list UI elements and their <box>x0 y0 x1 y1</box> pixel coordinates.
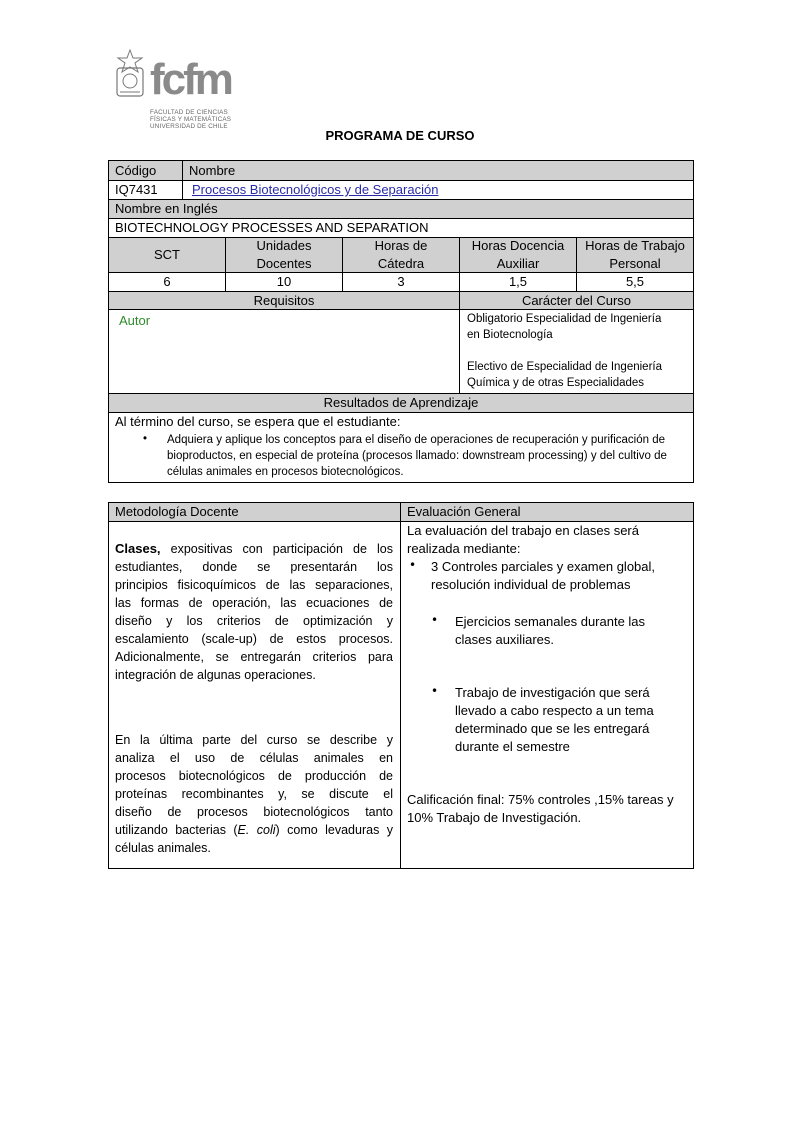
name-header: Nombre <box>189 163 236 178</box>
university-seal-logo <box>112 48 148 100</box>
units-header: Unidades Docentes <box>256 238 312 271</box>
sct-header: SCT <box>154 247 180 262</box>
outcomes-intro: Al término del curso, se espera que el estudiante: <box>115 414 401 429</box>
outcomes-header: Resultados de Aprendizaje <box>323 395 479 410</box>
course-info-table <box>108 160 694 483</box>
personal-header: Horas de Trabajo Personal <box>585 238 685 271</box>
code-header: Código <box>115 163 157 178</box>
methodology-paragraph-1: Clases, expositivas con participación de los estudiantes, donde se presentarán los principios fisicoquímicos de las separaciones, las formas de operación, las ecuaciones de diseño y los criterios de optimización y escalamiento (scale-up) de estos procesos. Adicionalmente, se entregarán criterios para integración de algunas operaciones. <box>115 541 393 682</box>
sct-value: 6 <box>163 274 171 289</box>
eval-item-2: Ejercicios semanales durante las clases auxiliares. <box>455 614 646 647</box>
eval-item-3: Trabajo de investigación que será llevado a cabo respecto a un tema determinado que se les entregará durante el semestre <box>455 685 654 754</box>
outcome-bullet-icon: • <box>143 433 148 445</box>
eval-bullet-icon: • <box>431 684 439 698</box>
course-character: Obligatorio Especialidad de Ingeniería en Biotecnología Electivo de Especialidad de Ingeniería Química y de otras Especialidades <box>467 313 662 389</box>
final-grade: Calificación final: 75% controles ,15% tareas y 10% Trabajo de Investigación. <box>407 792 674 825</box>
requisites-header: Requisitos <box>253 293 315 308</box>
units-value: 10 <box>276 274 292 289</box>
methodology-evaluation-table <box>108 502 694 869</box>
english-name-header: Nombre en Inglés <box>115 201 218 216</box>
document-title: PROGRAMA DE CURSO <box>325 128 475 143</box>
eval-item-1: 3 Controles parciales y examen global, resolución individual de problemas <box>431 559 656 592</box>
hours-value: 3 <box>397 274 405 289</box>
personal-value: 5,5 <box>625 274 645 289</box>
requisites-value: Autor <box>119 313 151 328</box>
outcome-item: Adquiera y aplique los conceptos para el diseño de operaciones de recuperación y purificación de bioproductos, en especial de proteína (procesos llamado: downstream processing) y del cultivo de células animales en procesos biotecnológicos. <box>167 434 667 478</box>
character-header: Carácter del Curso <box>521 293 632 308</box>
fcfm-logo-text: fcfm <box>150 55 231 104</box>
hours-header: Horas de Cátedra <box>374 238 428 271</box>
english-name: BIOTECHNOLOGY PROCESSES AND SEPARATION <box>115 220 429 235</box>
methodology-header: Metodología Docente <box>115 504 239 519</box>
faculty-name: FACULTAD DE CIENCIAS FÍSICAS Y MATEMÁTICAS UNIVERSIDAD DE CHILE <box>150 109 232 130</box>
methodology-paragraph-2: En la última parte del curso se describe y analiza el uso de células animales en procesos biotecnológicos de producción de proteínas recombinantes y, se discute el diseño de procesos biotecnológicos tanto utilizando bacterias (E. coli) como levaduras y células animales. <box>115 733 393 855</box>
evaluation-header: Evaluación General <box>407 504 521 519</box>
eval-bullet-icon: • <box>431 613 439 627</box>
eval-bullet-icon: • <box>409 558 417 572</box>
course-code: IQ7431 <box>115 182 158 197</box>
course-name-link[interactable]: Procesos Biotecnológicos y de Separación <box>192 182 439 197</box>
aux-value: 1,5 <box>508 274 528 289</box>
aux-header: Horas Docencia Auxiliar <box>471 238 565 271</box>
evaluation-intro: La evaluación del trabajo en clases será realizada mediante: <box>407 523 639 556</box>
